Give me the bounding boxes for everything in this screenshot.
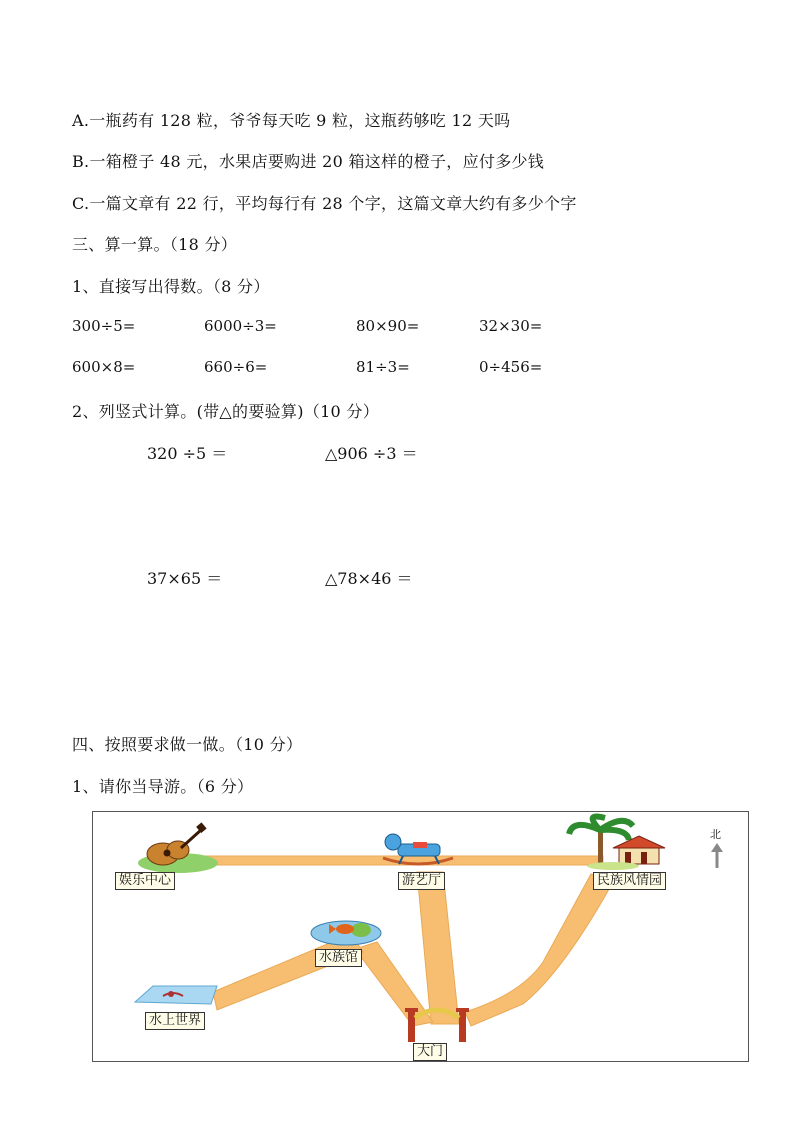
section4-q1-title: 1、请你当导游。（6 分） (72, 777, 254, 796)
vertical-calc-4: △78×46 ＝ (325, 569, 413, 588)
oral-calc-8: 0÷456= (479, 358, 543, 376)
vertical-calc-1: 320 ÷5 ＝ (147, 444, 228, 463)
label-arcade: 游艺厅 (398, 872, 445, 890)
swimming-pool-icon (135, 986, 217, 1004)
label-entertainment-center: 娱乐中心 (115, 872, 175, 890)
guitar-icon (138, 822, 218, 873)
problem-b: B.一箱橙子 48 元，水果店要购进 20 箱这样的橙子，应付多少钱 (72, 152, 545, 171)
oral-calc-7: 81÷3= (356, 358, 410, 376)
problem-c: C.一篇文章有 22 行，平均每行有 28 个字，这篇文章大约有多少个字 (72, 194, 577, 213)
section3-title: 三、算一算。（18 分） (72, 235, 238, 254)
road-aquarium-water (213, 934, 363, 1010)
label-folk-park: 民族风情园 (593, 872, 666, 890)
problem-a: A.一瓶药有 128 粒，爷爷每天吃 9 粒，这瓶药够吃 12 天吗 (72, 111, 511, 130)
label-water-world: 水上世界 (145, 1012, 205, 1030)
road-arcade-gate (417, 872, 459, 1024)
label-gate: 大门 (413, 1043, 447, 1061)
fish-pond-icon (311, 921, 381, 945)
section3-q2-title: 2、列竖式计算。(带△的要验算)（10 分） (72, 402, 380, 421)
park-map (92, 811, 749, 1062)
oral-calc-6: 660÷6= (204, 358, 268, 376)
section3-q1-title: 1、直接写出得数。（8 分） (72, 277, 270, 296)
oral-calc-5: 600×8= (72, 358, 136, 376)
vertical-calc-3: 37×65 ＝ (147, 569, 223, 588)
road-folk-gate (465, 874, 613, 1026)
section4-title: 四、按照要求做一做。（10 分） (72, 735, 303, 754)
oral-calc-2: 6000÷3= (204, 317, 277, 335)
oral-calc-4: 32×30= (479, 317, 543, 335)
north-arrow-icon (711, 843, 723, 868)
oral-calc-1: 300÷5= (72, 317, 136, 335)
label-aquarium: 水族馆 (315, 949, 362, 967)
north-label: 北 (710, 828, 721, 841)
vertical-calc-2: △906 ÷3 ＝ (325, 444, 418, 463)
oral-calc-3: 80×90= (356, 317, 420, 335)
